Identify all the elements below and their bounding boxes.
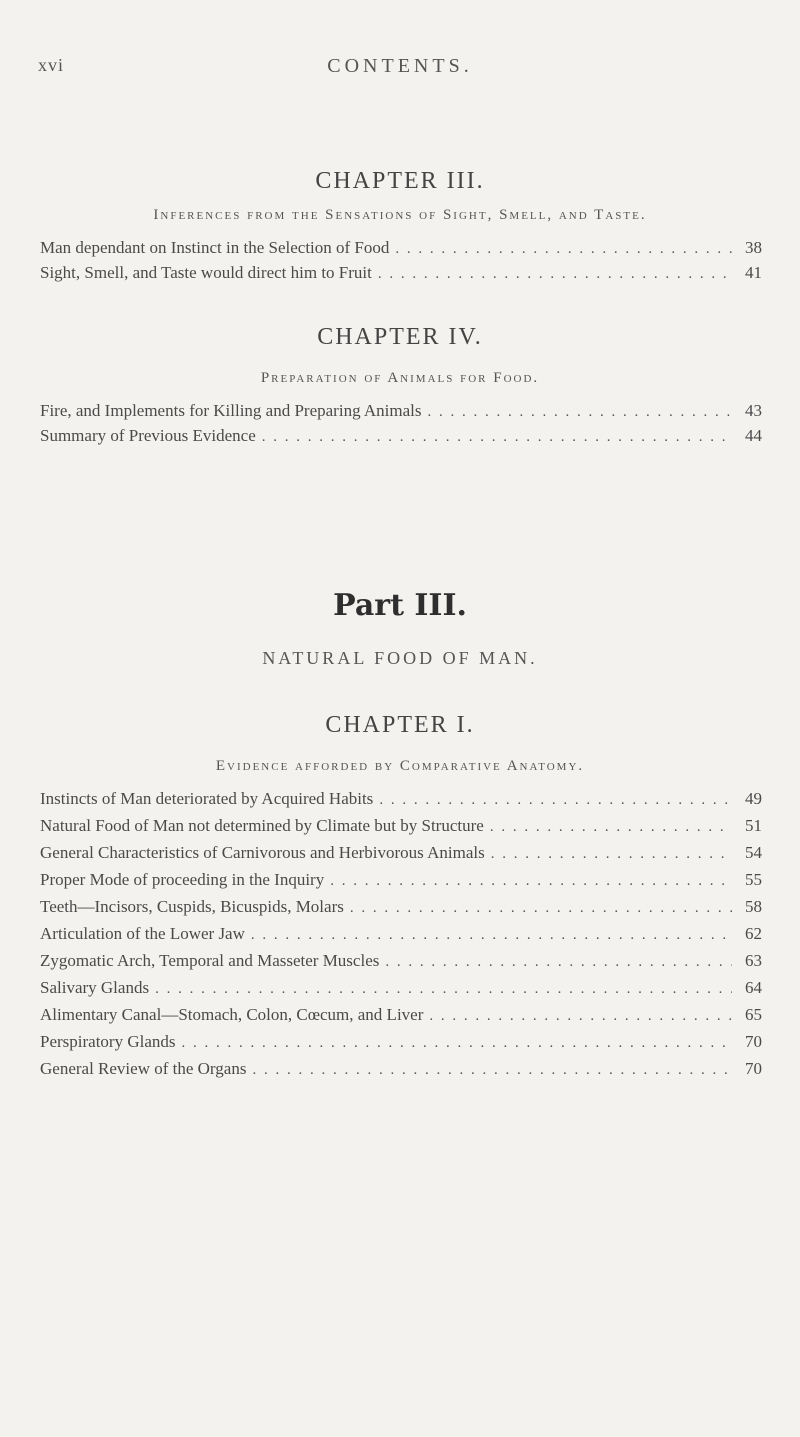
toc-entry[interactable]	[40, 238, 762, 259]
entry-title: Proper Mode of proceeding in the Inquiry	[40, 870, 325, 889]
entry-page: 70	[745, 1032, 762, 1051]
page-number: xvi	[38, 55, 65, 75]
toc-entry[interactable]	[40, 1032, 762, 1053]
entry-page: 62	[745, 924, 762, 943]
entry-page: 49	[745, 789, 762, 808]
dot-leader	[350, 898, 732, 918]
dot-leader	[182, 1033, 732, 1053]
entry-page: 58	[745, 897, 762, 916]
toc-entry[interactable]	[40, 789, 762, 810]
toc-entry[interactable]	[40, 924, 762, 945]
entry-page: 55	[745, 870, 762, 889]
toc-entry[interactable]	[40, 263, 762, 284]
entry-page: 41	[745, 263, 762, 282]
toc-entry[interactable]	[40, 897, 762, 918]
toc-entry[interactable]	[40, 951, 762, 972]
chapter-i-heading: CHAPTER I.	[325, 712, 475, 738]
entry-page: 63	[745, 951, 762, 970]
entry-title: General Characteristics of Carnivorous and Herbivorous Animals	[40, 843, 485, 862]
entry-title: Instincts of Man deteriorated by Acquired Habits	[40, 789, 374, 808]
toc-entry[interactable]	[40, 401, 762, 422]
toc-entry[interactable]	[40, 843, 762, 864]
entry-page: 44	[745, 426, 762, 445]
toc-entry[interactable]	[40, 426, 762, 447]
dot-leader	[251, 925, 732, 945]
entry-page: 64	[745, 978, 762, 997]
entry-page: 70	[745, 1059, 762, 1078]
toc-entry[interactable]	[40, 816, 762, 837]
entry-page: 54	[745, 843, 762, 862]
entry-page: 51	[745, 816, 762, 835]
dot-leader	[428, 402, 733, 422]
running-title: CONTENTS.	[327, 55, 473, 77]
dot-leader	[378, 264, 732, 284]
chapter-iv-subtitle: Preparation of Animals for Food.	[260, 370, 540, 386]
chapter-i-subtitle: Evidence afforded by Comparative Anatomy.	[215, 758, 585, 774]
toc-entry[interactable]	[40, 870, 762, 891]
dot-leader	[155, 979, 732, 999]
entry-title: Alimentary Canal—Stomach, Colon, Cœcum, and Liver	[40, 1005, 424, 1024]
dot-leader	[262, 427, 732, 447]
toc-entry[interactable]	[40, 1059, 762, 1080]
entry-title: Teeth—Incisors, Cuspids, Bicuspids, Molars	[40, 897, 344, 916]
part-heading: Part III.	[333, 588, 467, 623]
dot-leader	[385, 952, 732, 972]
entry-title: Natural Food of Man not determined by Climate but by Structure	[40, 816, 484, 835]
dot-leader	[379, 790, 732, 810]
entry-title: Zygomatic Arch, Temporal and Masseter Muscles	[40, 951, 380, 970]
dot-leader	[429, 1006, 732, 1026]
toc-entry[interactable]	[40, 1005, 762, 1026]
dot-leader	[490, 817, 732, 837]
entry-page: 65	[745, 1005, 762, 1024]
entry-title: General Review of the Organs	[40, 1059, 247, 1078]
chapter-iv-heading: CHAPTER IV.	[317, 324, 483, 350]
dot-leader	[330, 871, 732, 891]
entry-title: Man dependant on Instinct in the Selection of Food	[40, 238, 390, 257]
entry-title: Sight, Smell, and Taste would direct him to Fruit	[40, 263, 372, 282]
toc-entry[interactable]	[40, 978, 762, 999]
part-title: NATURAL FOOD OF MAN.	[262, 648, 538, 668]
entry-title: Salivary Glands	[40, 978, 150, 997]
chapter-iii-heading: CHAPTER III.	[315, 168, 485, 194]
entry-title: Articulation of the Lower Jaw	[40, 924, 245, 943]
entry-title: Summary of Previous Evidence	[40, 426, 256, 445]
entry-title: Perspiratory Glands	[40, 1032, 176, 1051]
entry-page: 43	[745, 401, 762, 420]
entry-title: Fire, and Implements for Killing and Preparing Animals	[40, 401, 422, 420]
dot-leader	[491, 844, 732, 864]
entry-page: 38	[745, 238, 762, 257]
chapter-iii-subtitle: Inferences from the Sensations of Sight, Smell, and Taste.	[153, 207, 647, 223]
dot-leader	[252, 1060, 732, 1080]
dot-leader	[395, 239, 732, 259]
